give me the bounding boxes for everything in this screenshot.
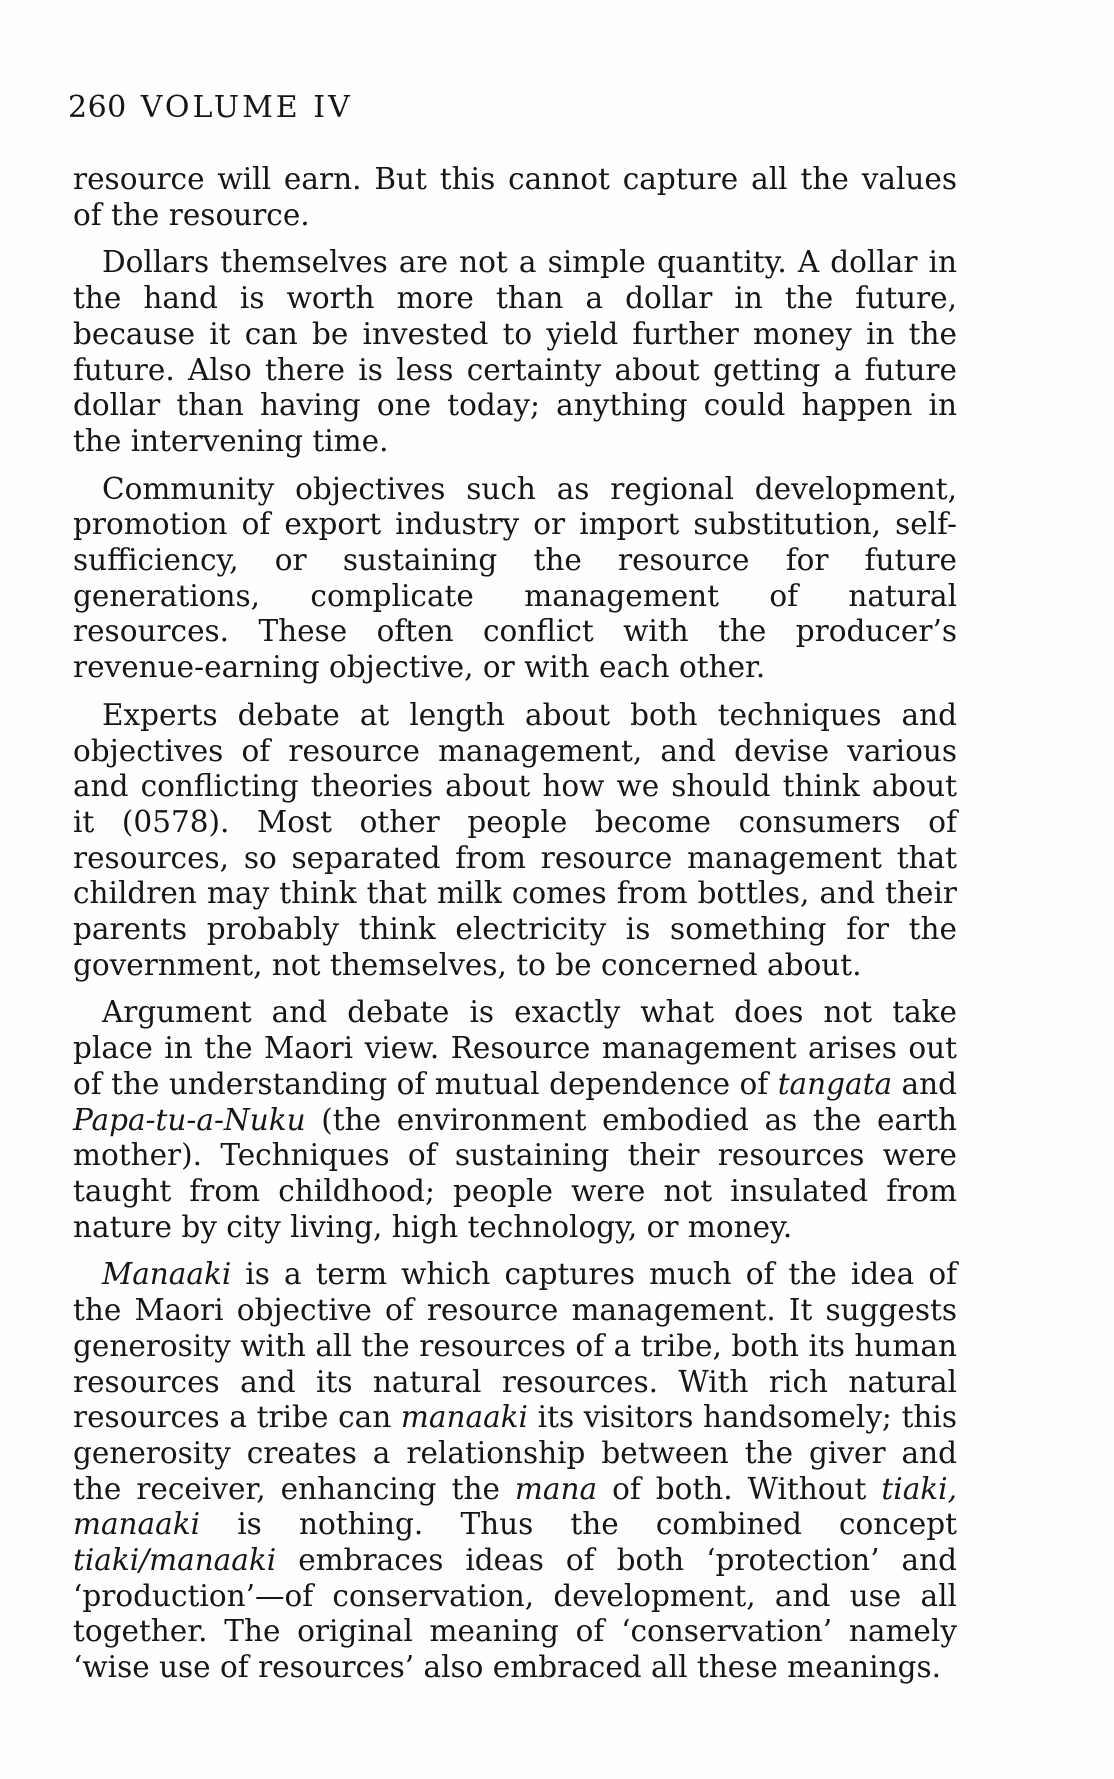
paragraph bbox=[73, 995, 957, 1245]
text-run: is a term which captures much of the idea of the Maori objective of resource management. It suggests generosity with all the resources of a tribe, both its human resources and its natural resources. With rich natural resources a tribe can bbox=[73, 1257, 957, 1435]
italic-term: manaaki bbox=[400, 1400, 528, 1435]
text-run: (the environment embodied as the earth mother). Techniques of sustaining their resources were taught from childhood; people were not insulated from nature by city living, high technology, or money. bbox=[73, 1102, 957, 1244]
italic-term: Manaaki bbox=[102, 1257, 232, 1292]
italic-term: Papa-tu-a-Nuku bbox=[73, 1102, 306, 1137]
body-text bbox=[73, 162, 957, 1698]
text-run: its visitors handsomely; this generosity creates a relationship between the giver and the receiver, enhancing the bbox=[73, 1400, 957, 1506]
text-run: of both. Without bbox=[597, 1471, 882, 1506]
text-run: embraces ideas of both ‘protection’ and ‘production’—of conservation, development, and use all together. The original meaning of ‘conservation’ namely ‘wise use of resources’ also embraced all these meanings. bbox=[73, 1543, 957, 1685]
italic-term: mana bbox=[514, 1471, 598, 1506]
paragraph bbox=[73, 245, 957, 459]
italic-term: tiaki/manaaki bbox=[73, 1543, 277, 1578]
volume-label: VOLUME IV bbox=[140, 90, 353, 125]
paragraph bbox=[73, 162, 957, 233]
paragraph bbox=[73, 472, 957, 686]
text-run: is nothing. Thus the combined concept bbox=[200, 1507, 957, 1542]
page-number: 260 bbox=[68, 90, 127, 125]
text-run: Experts debate at length about both techniques and objectives of resource management, and devise various and conflicting theories about how we should think about it (0578). Most other people become consumers of resources, so separated from resource management that children may think that milk comes from bottles, and their parents probably think electricity is something for the government, not themselves, to be concerned about. bbox=[73, 697, 957, 982]
paragraph bbox=[73, 698, 957, 984]
paragraph bbox=[73, 1257, 957, 1685]
italic-term: tangata bbox=[777, 1066, 893, 1101]
italic-term: tiaki, manaaki bbox=[73, 1471, 957, 1542]
text-run: Community objectives such as regional development, promotion of export industry or import substitution, self-sufficiency, or sustaining the resource for future generations, complicate management of natural resources. These often conflict with the producer’s revenue-earning objective, or with each other. bbox=[73, 471, 957, 685]
text-run: and bbox=[892, 1066, 957, 1101]
text-run: Dollars themselves are not a simple quantity. A dollar in the hand is worth more than a dollar in the future, because it can be invested to yield further money in the future. Also there is less certainty about getting a future dollar than having one today; anything could happen in the intervening time. bbox=[73, 245, 957, 458]
running-head bbox=[68, 90, 353, 126]
text-run: resource will earn. But this cannot capture all the values of the resource. bbox=[73, 162, 957, 232]
text-run: Argument and debate is exactly what does not take place in the Maori view. Resource management arises out of the understanding of mutual dependence of bbox=[73, 995, 957, 1101]
